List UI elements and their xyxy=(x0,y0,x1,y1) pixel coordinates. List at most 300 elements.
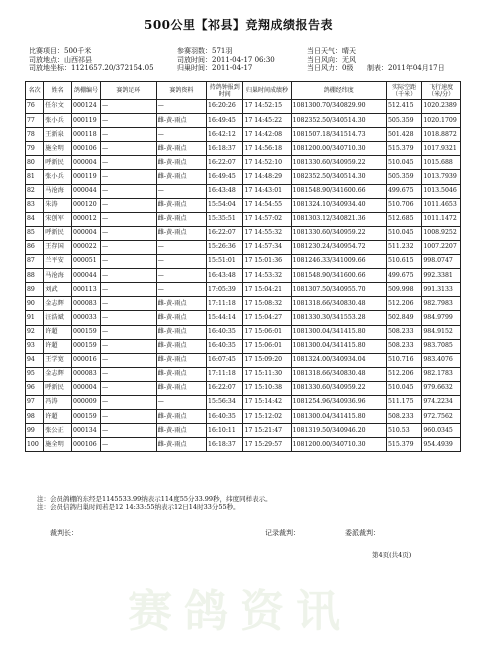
page-number: 第4页(共4页) xyxy=(372,551,412,559)
cell-name: 汪浩斌 xyxy=(44,311,72,325)
cell-loft-coords: 1081300.04/341415.80 xyxy=(291,339,386,353)
cell-clock-time: 15:54:04 xyxy=(207,198,243,212)
table-row xyxy=(26,100,461,114)
table-row xyxy=(26,198,461,212)
cell-loft-coords: 1081330.60/340959.22 xyxy=(291,226,386,240)
cell-clock-time: 15:35:51 xyxy=(207,212,243,226)
header-loft-id: 鸽棚编号 xyxy=(72,82,101,100)
cell-pigeon-info: — xyxy=(156,283,206,297)
cell-pigeon-info: 雌-黄-雨点 xyxy=(156,297,206,311)
table-row xyxy=(26,170,461,184)
cell-ring: — xyxy=(100,184,156,198)
cell-distance: 508.233 xyxy=(386,339,421,353)
cell-return-time: 17 14:56:18 xyxy=(243,142,291,156)
cell-speed: 1011.4653 xyxy=(422,198,461,212)
cell-loft-id: 000033 xyxy=(72,311,101,325)
cell-loft-coords: 1081324.00/340934.04 xyxy=(291,353,386,367)
recorder-signature: 记录裁判： xyxy=(265,529,300,537)
cell-name: 金志辉 xyxy=(44,367,72,381)
cell-speed: 1011.1472 xyxy=(422,212,461,226)
cell-loft-id: 000113 xyxy=(72,283,101,297)
cell-name: 施全明 xyxy=(44,438,72,452)
cell-loft-coords: 1081200.00/340710.30 xyxy=(291,142,386,156)
cell-loft-coords: 1081246.33/341009.66 xyxy=(291,255,386,269)
cell-speed: 972.7562 xyxy=(422,410,461,424)
table-row xyxy=(26,424,461,438)
cell-clock-time: 15:56:34 xyxy=(207,395,243,409)
cell-pigeon-info: 雌-黄-雨点 xyxy=(156,198,206,212)
cell-clock-time: 16:20:26 xyxy=(207,100,243,114)
cell-distance: 510.706 xyxy=(386,198,421,212)
cell-ring: — xyxy=(100,381,156,395)
cell-pigeon-info: — xyxy=(156,100,206,114)
cell-speed: 1013.7939 xyxy=(422,170,461,184)
cell-speed: 1018.8872 xyxy=(422,128,461,142)
cell-ring: — xyxy=(100,395,156,409)
cell-return-time: 17 15:06:01 xyxy=(243,325,291,339)
table-row xyxy=(26,297,461,311)
cell-ring: — xyxy=(100,297,156,311)
cell-ring: — xyxy=(100,339,156,353)
table-date: 制表：2011年04月17日 xyxy=(367,64,445,73)
cell-clock-time: 16:49:45 xyxy=(207,170,243,184)
table-row xyxy=(26,381,461,395)
cell-speed: 1015.688 xyxy=(422,156,461,170)
cell-loft-id: 000044 xyxy=(72,184,101,198)
table-row xyxy=(26,283,461,297)
cell-loft-coords: 1081319.50/340946.20 xyxy=(291,424,386,438)
cell-loft-id: 000106 xyxy=(72,142,101,156)
cell-name: 冯涛 xyxy=(44,395,72,409)
cell-clock-time: 16:18:37 xyxy=(207,142,243,156)
cell-rank: 92 xyxy=(26,325,44,339)
cell-pigeon-info: 雌-黄-雨点 xyxy=(156,156,206,170)
cell-loft-id: 000016 xyxy=(72,353,101,367)
cell-speed: 1007.2207 xyxy=(422,240,461,254)
cell-distance: 505.359 xyxy=(386,114,421,128)
table-row xyxy=(26,395,461,409)
cell-distance: 512.415 xyxy=(386,100,421,114)
cell-name: 马沧海 xyxy=(44,269,72,283)
cell-return-time: 17 14:45:22 xyxy=(243,114,291,128)
cell-name: 马沧海 xyxy=(44,184,72,198)
cell-clock-time: 16:49:45 xyxy=(207,114,243,128)
cell-name: 许超 xyxy=(44,325,72,339)
table-row xyxy=(26,156,461,170)
cell-loft-coords: 1081330.60/340959.22 xyxy=(291,381,386,395)
cell-distance: 501.428 xyxy=(386,128,421,142)
cell-ring: — xyxy=(100,156,156,170)
cell-return-time: 17 14:53:32 xyxy=(243,269,291,283)
cell-distance: 512.206 xyxy=(386,367,421,381)
cell-return-time: 17 14:55:32 xyxy=(243,226,291,240)
cell-speed: 982.1783 xyxy=(422,367,461,381)
cell-return-time: 17 15:01:36 xyxy=(243,255,291,269)
cell-return-time: 17 14:42:08 xyxy=(243,128,291,142)
cell-return-time: 17 14:48:29 xyxy=(243,170,291,184)
cell-rank: 80 xyxy=(26,156,44,170)
note-line-1: 注：会员鸽棚的东经是1145533.99纳表示114度55分33.99秒，纬度同样表示。 xyxy=(37,495,272,503)
cell-name: 任尔文 xyxy=(44,100,72,114)
cell-rank: 93 xyxy=(26,339,44,353)
cell-name: 金志辉 xyxy=(44,297,72,311)
cell-loft-id: 000083 xyxy=(72,367,101,381)
table-row xyxy=(26,184,461,198)
cell-clock-time: 16:10:11 xyxy=(207,424,243,438)
cell-loft-id: 000134 xyxy=(72,424,101,438)
cell-clock-time: 15:26:36 xyxy=(207,240,243,254)
cell-rank: 82 xyxy=(26,184,44,198)
cell-return-time: 17 15:12:02 xyxy=(243,410,291,424)
header-clock-time: 持鸽钟报到时间 xyxy=(207,82,243,100)
cell-return-time: 17 14:43:01 xyxy=(243,184,291,198)
results-body xyxy=(26,100,461,452)
cell-rank: 99 xyxy=(26,424,44,438)
cell-name: 许超 xyxy=(44,410,72,424)
cell-pigeon-info: 雌-黄-雨点 xyxy=(156,410,206,424)
cell-speed: 984.9152 xyxy=(422,325,461,339)
header-rank: 名次 xyxy=(26,82,44,100)
cell-clock-time: 16:40:35 xyxy=(207,410,243,424)
cell-name: 呼新民 xyxy=(44,156,72,170)
cell-ring: — xyxy=(100,240,156,254)
cell-return-time: 17 15:08:32 xyxy=(243,297,291,311)
cell-loft-coords: 1081303.12/340821.36 xyxy=(291,212,386,226)
cell-rank: 94 xyxy=(26,353,44,367)
cell-clock-time: 16:40:35 xyxy=(207,325,243,339)
cell-ring: — xyxy=(100,212,156,226)
table-row xyxy=(26,410,461,424)
cell-name: 兰平安 xyxy=(44,255,72,269)
cell-clock-time: 16:43:48 xyxy=(207,184,243,198)
cell-loft-coords: 1081254.96/340936.96 xyxy=(291,395,386,409)
cell-rank: 89 xyxy=(26,283,44,297)
cell-rank: 100 xyxy=(26,438,44,452)
cell-loft-coords: 1081300.04/341415.80 xyxy=(291,410,386,424)
cell-clock-time: 16:07:45 xyxy=(207,353,243,367)
watermark: 赛鸽资讯 xyxy=(128,586,352,635)
cell-rank: 76 xyxy=(26,100,44,114)
cell-loft-coords: 1081318.66/340830.48 xyxy=(291,297,386,311)
cell-speed: 1008.9252 xyxy=(422,226,461,240)
cell-distance: 511.232 xyxy=(386,240,421,254)
cell-name: 张公正 xyxy=(44,424,72,438)
cell-loft-coords: 1081300.70/340829.90 xyxy=(291,100,386,114)
note-line-2: 注：会员信鸽归巢时间若是12 14:33:55纳表示12日14时33分55秒。 xyxy=(37,503,240,511)
cell-pigeon-info: — xyxy=(156,395,206,409)
cell-pigeon-info: 雌-黄-雨点 xyxy=(156,212,206,226)
cell-return-time: 17 14:57:34 xyxy=(243,240,291,254)
cell-loft-id: 000159 xyxy=(72,339,101,353)
results-table xyxy=(25,81,461,452)
table-row xyxy=(26,269,461,283)
cell-return-time: 17 15:04:27 xyxy=(243,311,291,325)
cell-rank: 87 xyxy=(26,255,44,269)
cell-ring: — xyxy=(100,410,156,424)
cell-distance: 499.675 xyxy=(386,184,421,198)
cell-speed: 991.3133 xyxy=(422,283,461,297)
table-row xyxy=(26,367,461,381)
cell-ring: — xyxy=(100,424,156,438)
cell-return-time: 17 14:57:02 xyxy=(243,212,291,226)
release-time: 司放时间：2011-04-17 06:30 xyxy=(177,55,275,64)
cell-loft-id: 000118 xyxy=(72,128,101,142)
cell-loft-id: 000051 xyxy=(72,255,101,269)
cell-distance: 515.379 xyxy=(386,438,421,452)
cell-speed: 960.0345 xyxy=(422,424,461,438)
info-row-3 xyxy=(29,64,469,73)
cell-clock-time: 16:18:37 xyxy=(207,438,243,452)
cell-loft-id: 000083 xyxy=(72,297,101,311)
cell-loft-coords: 1081200.00/340710.30 xyxy=(291,438,386,452)
cell-ring: — xyxy=(100,198,156,212)
table-row xyxy=(26,353,461,367)
cell-pigeon-info: 雌-黄-雨点 xyxy=(156,339,206,353)
table-row xyxy=(26,114,461,128)
committee-signature: 委派裁判： xyxy=(345,529,380,537)
table-row xyxy=(26,240,461,254)
cell-ring: — xyxy=(100,353,156,367)
cell-loft-id: 000009 xyxy=(72,395,101,409)
info-blank-1 xyxy=(367,47,467,56)
cell-loft-coords: 1081330.30/341553.28 xyxy=(291,311,386,325)
cell-pigeon-info: 雌-黄-雨点 xyxy=(156,381,206,395)
info-row-2 xyxy=(29,56,469,65)
cell-pigeon-info: — xyxy=(156,269,206,283)
cell-name: 施全明 xyxy=(44,142,72,156)
cell-rank: 83 xyxy=(26,198,44,212)
cell-pigeon-info: 雌-黄-雨点 xyxy=(156,142,206,156)
cell-name: 王存国 xyxy=(44,240,72,254)
release-coordinates: 司放地坐标：1121657.20/372154.05 xyxy=(29,64,154,73)
cell-loft-id: 000004 xyxy=(72,156,101,170)
cell-clock-time: 16:22:07 xyxy=(207,156,243,170)
cell-distance: 512.206 xyxy=(386,297,421,311)
cell-name: 王学宽 xyxy=(44,353,72,367)
cell-distance: 510.716 xyxy=(386,353,421,367)
cell-pigeon-info: — xyxy=(156,240,206,254)
info-blank-2 xyxy=(367,56,467,65)
wind-force: 当日风力：0级 xyxy=(307,64,354,73)
cell-rank: 95 xyxy=(26,367,44,381)
cell-return-time: 17 14:54:55 xyxy=(243,198,291,212)
cell-rank: 77 xyxy=(26,114,44,128)
cell-speed: 992.3381 xyxy=(422,269,461,283)
cell-distance: 510.53 xyxy=(386,424,421,438)
cell-return-time: 17 15:14:42 xyxy=(243,395,291,409)
cell-rank: 91 xyxy=(26,311,44,325)
cell-clock-time: 16:43:48 xyxy=(207,269,243,283)
cell-name: 朱涛 xyxy=(44,198,72,212)
cell-loft-coords: 1081324.10/340934.40 xyxy=(291,198,386,212)
cell-distance: 509.998 xyxy=(386,283,421,297)
cell-ring: — xyxy=(100,255,156,269)
cell-clock-time: 16:42:12 xyxy=(207,128,243,142)
cell-ring: — xyxy=(100,438,156,452)
table-row xyxy=(26,142,461,156)
cell-ring: — xyxy=(100,226,156,240)
cell-rank: 81 xyxy=(26,170,44,184)
cell-loft-id: 000004 xyxy=(72,381,101,395)
cell-rank: 88 xyxy=(26,269,44,283)
cell-distance: 510.615 xyxy=(386,255,421,269)
cell-pigeon-info: 雌-黄-雨点 xyxy=(156,438,206,452)
cell-pigeon-info: 雌-黄-雨点 xyxy=(156,424,206,438)
cell-ring: — xyxy=(100,114,156,128)
cell-loft-id: 000044 xyxy=(72,269,101,283)
wind-direction: 当日风向：无风 xyxy=(307,55,356,64)
cell-clock-time: 15:44:14 xyxy=(207,311,243,325)
cell-return-time: 17 14:52:15 xyxy=(243,100,291,114)
cell-loft-id: 000120 xyxy=(72,198,101,212)
cell-rank: 79 xyxy=(26,142,44,156)
cell-loft-coords: 1081548.90/341600.66 xyxy=(291,269,386,283)
cell-return-time: 17 15:29:57 xyxy=(243,438,291,452)
cell-name: 宋创军 xyxy=(44,212,72,226)
table-row xyxy=(26,438,461,452)
table-header-row xyxy=(26,82,461,100)
cell-clock-time: 17:11:18 xyxy=(207,367,243,381)
cell-ring: — xyxy=(100,311,156,325)
cell-speed: 974.2234 xyxy=(422,395,461,409)
cell-speed: 984.9799 xyxy=(422,311,461,325)
cell-speed: 1020.1709 xyxy=(422,114,461,128)
cell-speed: 979.6632 xyxy=(422,381,461,395)
entry-count: 参赛羽数：571羽 xyxy=(177,47,233,55)
header-name: 姓名 xyxy=(44,82,72,100)
cell-loft-id: 000004 xyxy=(72,226,101,240)
cell-distance: 510.045 xyxy=(386,156,421,170)
table-row xyxy=(26,339,461,353)
cell-rank: 90 xyxy=(26,297,44,311)
header-distance: 实际空距（千米） xyxy=(386,82,421,100)
cell-pigeon-info: — xyxy=(156,184,206,198)
referee-signature: 裁判长： xyxy=(50,529,78,537)
cell-speed: 1013.5046 xyxy=(422,184,461,198)
cell-clock-time: 15:51:01 xyxy=(207,255,243,269)
cell-return-time: 17 15:11:30 xyxy=(243,367,291,381)
cell-rank: 85 xyxy=(26,226,44,240)
cell-name: 王新泉 xyxy=(44,128,72,142)
cell-speed: 982.7983 xyxy=(422,297,461,311)
cell-speed: 954.4939 xyxy=(422,438,461,452)
table-row xyxy=(26,255,461,269)
cell-loft-coords: 1081307.50/340955.70 xyxy=(291,283,386,297)
return-time: 归巢时间：2011-04-17 xyxy=(177,64,253,73)
notes xyxy=(37,495,272,511)
cell-pigeon-info: — xyxy=(156,255,206,269)
table-row xyxy=(26,128,461,142)
cell-loft-coords: 1081548.90/341600.66 xyxy=(291,184,386,198)
cell-loft-id: 000119 xyxy=(72,114,101,128)
cell-ring: — xyxy=(100,142,156,156)
cell-pigeon-info: 雌-黄-雨点 xyxy=(156,325,206,339)
cell-name: 刘武 xyxy=(44,283,72,297)
cell-distance: 508.233 xyxy=(386,325,421,339)
cell-loft-id: 000159 xyxy=(72,325,101,339)
table-row xyxy=(26,311,461,325)
cell-rank: 97 xyxy=(26,395,44,409)
cell-distance: 511.175 xyxy=(386,395,421,409)
cell-loft-coords: 1081318.66/340830.48 xyxy=(291,367,386,381)
cell-return-time: 17 15:04:21 xyxy=(243,283,291,297)
cell-ring: — xyxy=(100,269,156,283)
cell-loft-id: 000119 xyxy=(72,170,101,184)
cell-pigeon-info: 雌-黄-雨点 xyxy=(156,311,206,325)
cell-rank: 96 xyxy=(26,381,44,395)
cell-pigeon-info: 雌-黄-雨点 xyxy=(156,353,206,367)
cell-distance: 510.045 xyxy=(386,381,421,395)
cell-pigeon-info: 雌-黄-雨点 xyxy=(156,367,206,381)
cell-name: 呼新民 xyxy=(44,381,72,395)
report-title: 500公里【祁县】竞翔成绩报告表 xyxy=(143,18,334,32)
cell-speed: 998.0747 xyxy=(422,255,461,269)
cell-name: 张小兵 xyxy=(44,170,72,184)
cell-return-time: 17 15:09:20 xyxy=(243,353,291,367)
cell-loft-coords: 1082352.50/340514.30 xyxy=(291,114,386,128)
cell-return-time: 17 15:21:47 xyxy=(243,424,291,438)
cell-loft-id: 000159 xyxy=(72,410,101,424)
cell-loft-id: 000012 xyxy=(72,212,101,226)
cell-ring: — xyxy=(100,283,156,297)
cell-loft-coords: 1081230.24/340954.72 xyxy=(291,240,386,254)
cell-clock-time: 17:05:39 xyxy=(207,283,243,297)
cell-return-time: 17 15:06:01 xyxy=(243,339,291,353)
cell-loft-coords: 1081507.18/341514.73 xyxy=(291,128,386,142)
cell-speed: 983.7085 xyxy=(422,339,461,353)
race-item: 比赛项目：500千米 xyxy=(29,47,92,55)
weather: 当日天气：晴天 xyxy=(307,47,356,55)
cell-ring: — xyxy=(100,367,156,381)
cell-loft-id: 000022 xyxy=(72,240,101,254)
cell-name: 呼新民 xyxy=(44,226,72,240)
cell-ring: — xyxy=(100,128,156,142)
cell-pigeon-info: 雌-黄-雨点 xyxy=(156,226,206,240)
cell-return-time: 17 14:52:10 xyxy=(243,156,291,170)
cell-ring: — xyxy=(100,100,156,114)
header-loft-coords: 鸽棚经纬度 xyxy=(291,82,386,100)
cell-pigeon-info: 雌-黄-雨点 xyxy=(156,170,206,184)
header-pigeon-info: 赛鸽资料 xyxy=(156,82,206,100)
race-info xyxy=(29,47,469,73)
cell-distance: 508.233 xyxy=(386,410,421,424)
cell-rank: 86 xyxy=(26,240,44,254)
header-ring: 赛鸽足环 xyxy=(100,82,156,100)
cell-speed: 1020.2389 xyxy=(422,100,461,114)
cell-distance: 510.045 xyxy=(386,226,421,240)
table-row xyxy=(26,212,461,226)
cell-rank: 84 xyxy=(26,212,44,226)
table-row xyxy=(26,226,461,240)
cell-return-time: 17 15:10:38 xyxy=(243,381,291,395)
cell-ring: — xyxy=(100,170,156,184)
table-row xyxy=(26,325,461,339)
cell-name: 张小兵 xyxy=(44,114,72,128)
cell-loft-coords: 1081300.04/341415.80 xyxy=(291,325,386,339)
cell-clock-time: 16:22:07 xyxy=(207,226,243,240)
cell-clock-time: 16:40:35 xyxy=(207,339,243,353)
cell-pigeon-info: 雌-黄-雨点 xyxy=(156,114,206,128)
cell-loft-coords: 1081330.60/340959.22 xyxy=(291,156,386,170)
cell-ring: — xyxy=(100,325,156,339)
cell-loft-id: 000106 xyxy=(72,438,101,452)
cell-loft-coords: 1082352.50/340514.30 xyxy=(291,170,386,184)
cell-rank: 78 xyxy=(26,128,44,142)
cell-name: 许超 xyxy=(44,339,72,353)
header-return-time: 归巢时间成绩秒 xyxy=(243,82,291,100)
cell-loft-id: 000124 xyxy=(72,100,101,114)
release-location: 司放地点：山西祁县 xyxy=(29,55,92,64)
